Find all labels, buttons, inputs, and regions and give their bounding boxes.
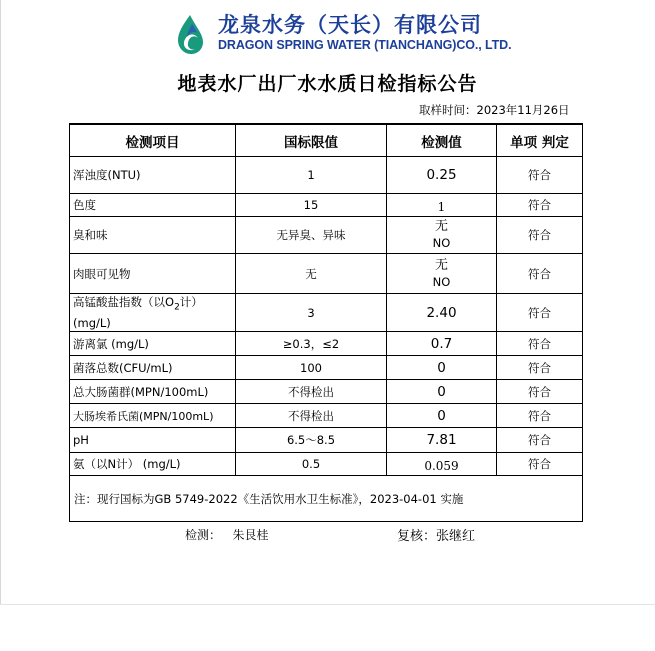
table-header-row: [70, 124, 583, 157]
verdict: 符合: [497, 294, 583, 332]
sample-time: [419, 102, 570, 118]
test-value: 0.059: [387, 453, 497, 476]
verdict: 符合: [497, 428, 583, 453]
item-name: 菌落总数(CFU/mL): [70, 356, 236, 380]
verdict: 符合: [497, 194, 583, 217]
table-row: [70, 194, 583, 217]
test-value: [387, 254, 497, 294]
header-item: 检测项目: [70, 124, 236, 157]
sample-time-value: 2023年11月26日: [476, 103, 570, 117]
limit-value: 不得检出: [236, 404, 387, 428]
inspector-name: 朱艮桂: [232, 528, 269, 542]
limit-value: 无异臭、异味: [236, 217, 387, 254]
item-name-part: 计）: [179, 295, 203, 309]
table-row: [70, 157, 583, 194]
inspector-label: 检测：: [185, 528, 222, 542]
limit-value: 15: [236, 194, 387, 217]
verdict: 符合: [497, 404, 583, 428]
verdict: 符合: [497, 254, 583, 294]
header-limit: 国标限值: [236, 124, 387, 157]
limit-value: 100: [236, 356, 387, 380]
test-value: 2.40: [387, 294, 497, 332]
test-value-en: NO: [432, 236, 451, 250]
item-unit: (mg/L): [73, 316, 111, 331]
reviewer-label: 复核：: [397, 529, 437, 544]
header-verdict: 单项 判定: [497, 124, 583, 157]
test-value: 0: [387, 356, 497, 380]
inspector: [185, 526, 268, 543]
table-row: [70, 404, 583, 428]
limit-value: 0.5: [236, 453, 387, 476]
item-name: 肉眼可见物: [70, 254, 236, 294]
test-value: 0.25: [387, 157, 497, 194]
standard-note: 注：现行国标为GB 5749-2022《生活饮用水卫生标准》，2023-04-01 实施: [70, 476, 583, 522]
table-row: [70, 294, 583, 332]
water-drop-swirl-icon: [168, 12, 212, 56]
item-name-part: 高锰酸盐指数（以O: [73, 295, 175, 309]
table-row: [70, 254, 583, 294]
test-value: [387, 217, 497, 254]
test-value-cn: 无: [434, 257, 448, 273]
company-name-en: DRAGON SPRING WATER (TIANCHANG)CO., LTD.: [218, 38, 512, 52]
limit-value: 6.5～8.5: [236, 428, 387, 453]
verdict: 符合: [497, 453, 583, 476]
limit-value: 3: [236, 294, 387, 332]
reviewer-name: 张继红: [436, 529, 476, 544]
test-value: 0: [387, 404, 497, 428]
item-name: 色度: [70, 194, 236, 217]
water-quality-table: [69, 123, 583, 522]
table-row: [70, 453, 583, 476]
item-name: 大肠埃希氏菌(MPN/100mL): [70, 404, 236, 428]
verdict: 符合: [497, 380, 583, 404]
table-row: [70, 217, 583, 254]
verdict: 符合: [497, 217, 583, 254]
limit-value: ≥0.3，≤2: [236, 332, 387, 356]
verdict: 符合: [497, 356, 583, 380]
table-row: [70, 428, 583, 453]
limit-value: 不得检出: [236, 380, 387, 404]
reviewer: [397, 525, 475, 544]
verdict: 符合: [497, 157, 583, 194]
item-name: 游离氯 (mg/L): [70, 332, 236, 356]
test-value: 7.81: [387, 428, 497, 453]
table-note-row: [70, 476, 583, 522]
item-name: pH: [70, 428, 236, 453]
item-name: 氨（以N计） (mg/L): [70, 453, 236, 476]
verdict: 符合: [497, 332, 583, 356]
table-row: [70, 332, 583, 356]
item-name: 总大肠菌群(MPN/100mL): [70, 380, 236, 404]
table-row: [70, 380, 583, 404]
test-value: 1: [387, 194, 497, 217]
test-value-cn: 无: [434, 219, 448, 234]
company-logo: [168, 9, 512, 57]
limit-value: 1: [236, 157, 387, 194]
item-name: 浑浊度(NTU): [70, 157, 236, 194]
page-border-bottom: [0, 604, 655, 605]
test-value: 0.7: [387, 332, 497, 356]
limit-value: 无: [236, 254, 387, 294]
header-value: 检测值: [387, 124, 497, 157]
sample-time-label: 取样时间：: [419, 103, 477, 117]
test-value: 0: [387, 380, 497, 404]
item-name-subscript: 2: [174, 302, 180, 313]
table-row: [70, 356, 583, 380]
notice-title: 地表水厂出厂水水质日检指标公告: [177, 73, 478, 95]
item-name: [70, 294, 236, 332]
company-name-cn: 龙泉水务（天长）有限公司: [218, 12, 482, 37]
test-value-en: NO: [432, 274, 451, 289]
item-name: 臭和味: [70, 217, 236, 254]
